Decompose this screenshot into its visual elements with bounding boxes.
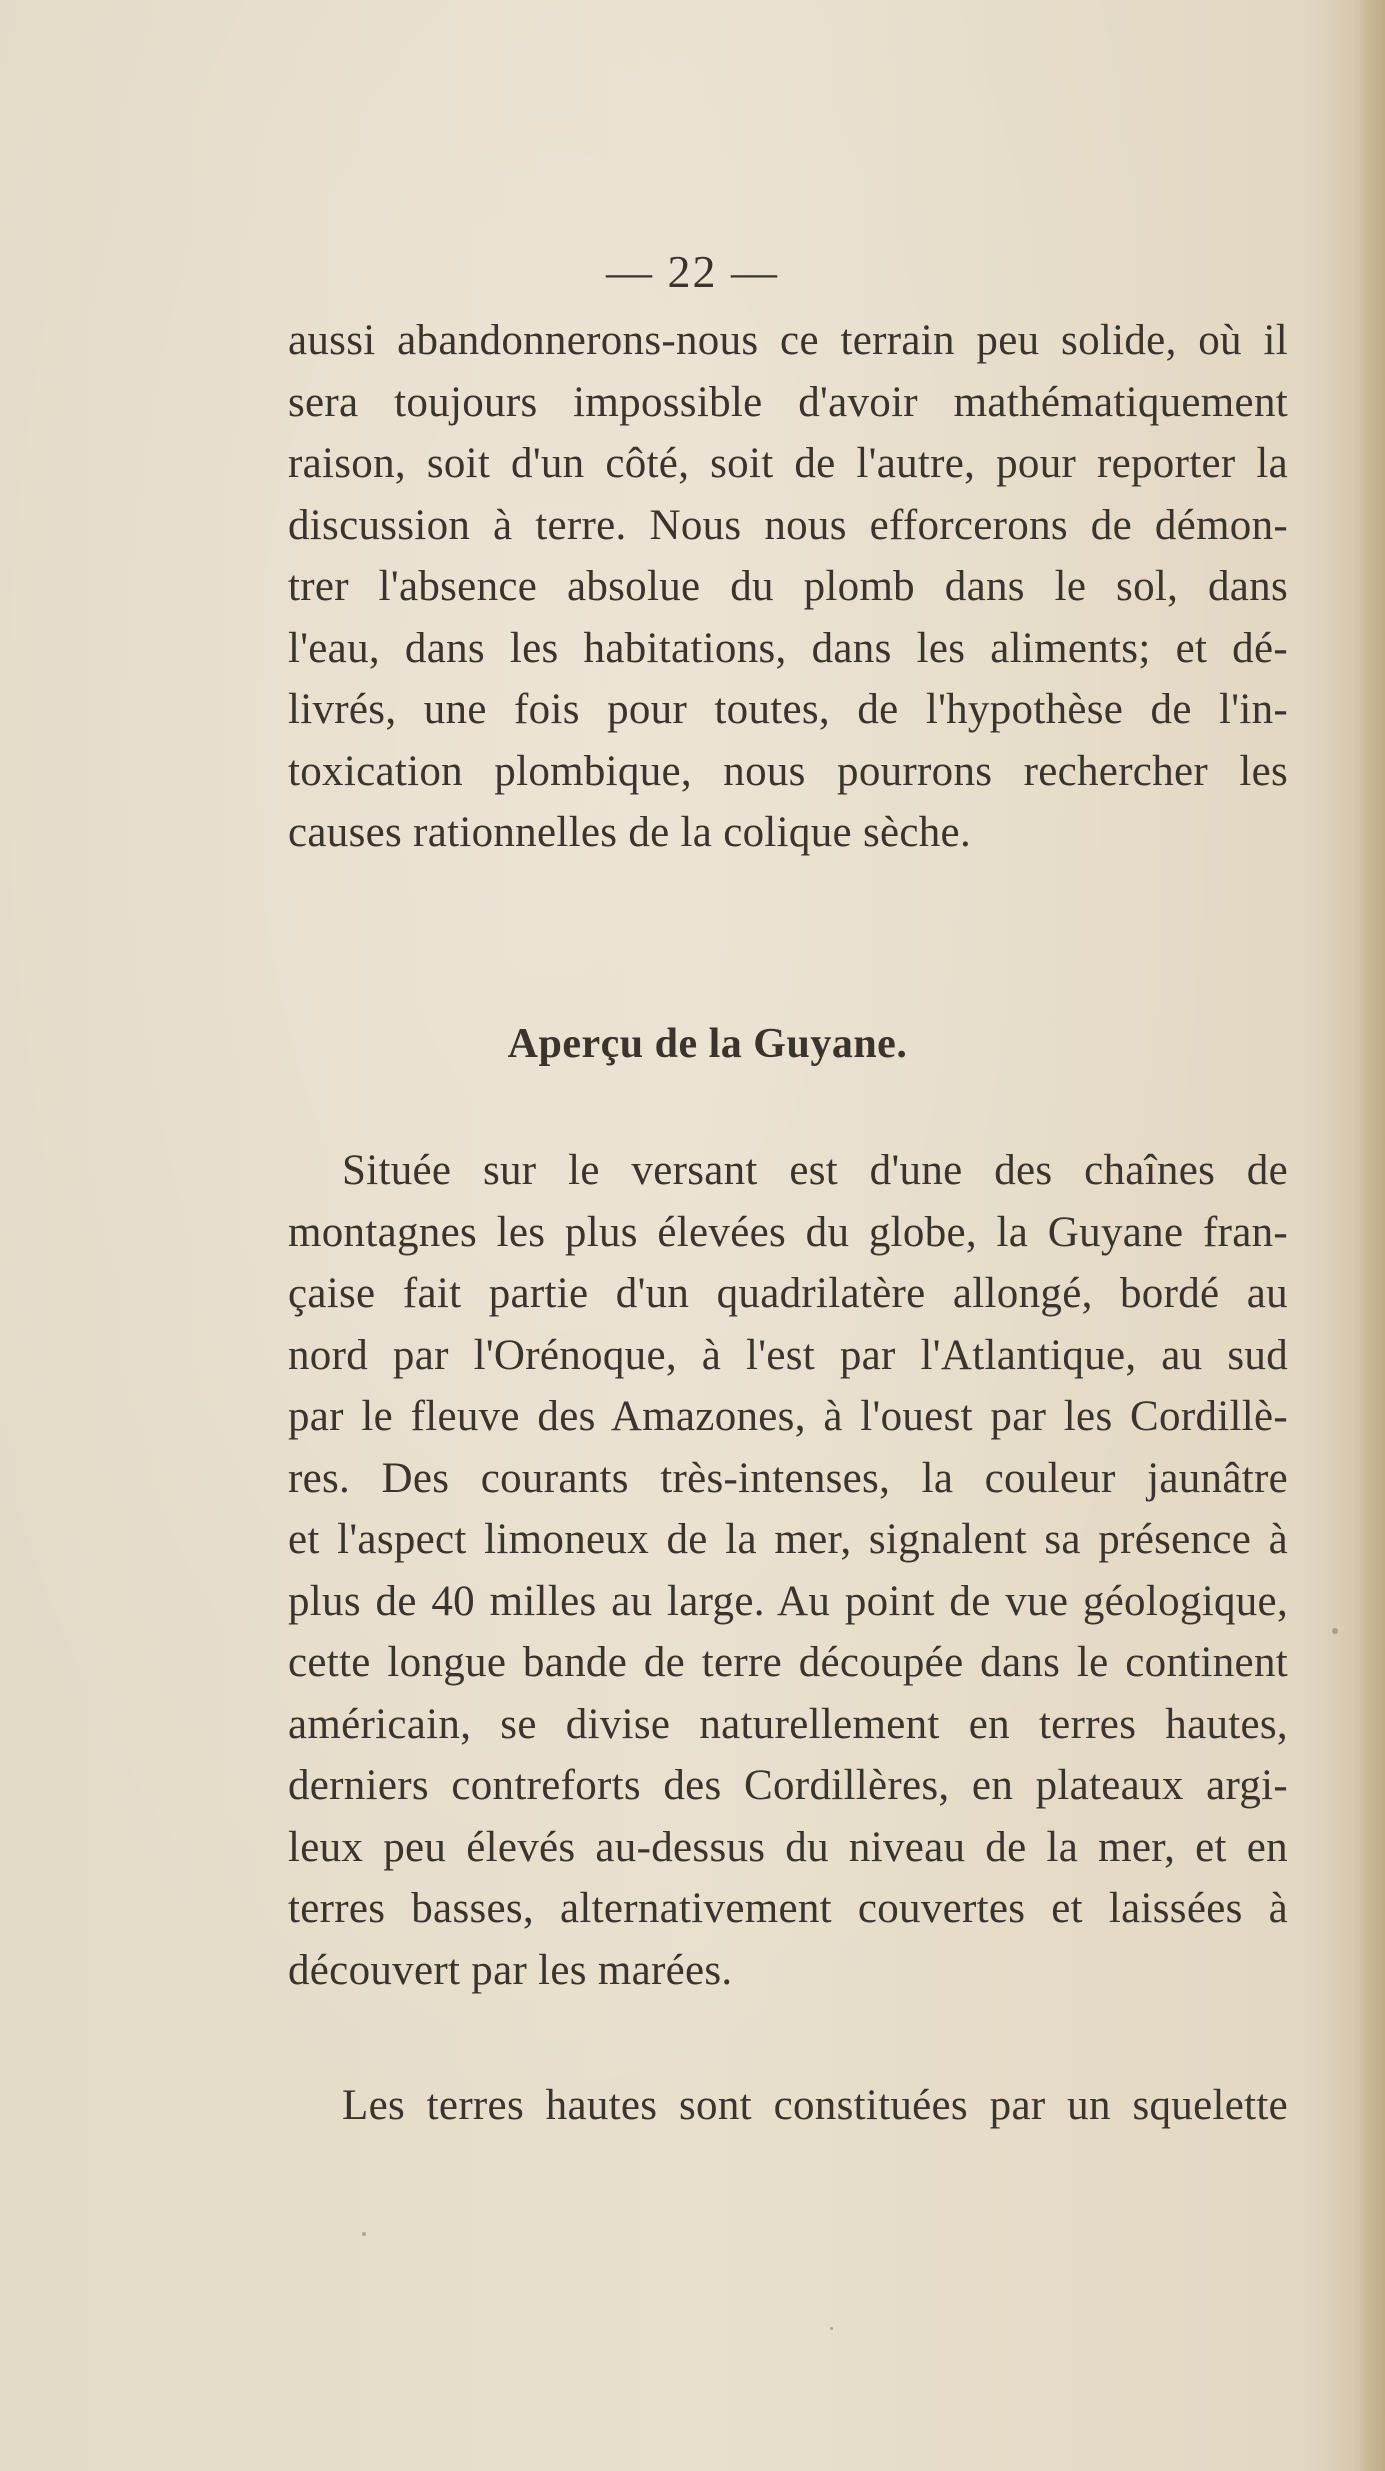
text-line: montagnes les plus élevées du globe, la Guyane fran- xyxy=(288,1208,1288,1256)
text-line: leux peu élevés au-dessus du niveau de la mer, et en xyxy=(288,1823,1288,1871)
text-line: Les terres hautes sont constituées par un squelette xyxy=(342,2082,1288,2129)
paragraph-2 xyxy=(288,1140,1288,2001)
text-line: aussi abandonnerons-nous ce terrain peu solide, où il xyxy=(288,317,1288,364)
text-line: cette longue bande de terre découpée dans le continent xyxy=(288,1639,1288,1686)
section-heading: Aperçu de la Guyane. xyxy=(507,1021,908,1067)
paper-speck xyxy=(1332,1628,1338,1634)
paper-speck xyxy=(362,2232,366,2236)
text-line: et l'aspect limoneux de la mer, signalent sa présence à xyxy=(288,1516,1288,1563)
text-line: plus de 40 milles au large. Au point de vue géologique, xyxy=(288,1577,1288,1625)
text-line: nord par l'Orénoque, à l'est par l'Atlantique, au sud xyxy=(288,1331,1288,1379)
text-line: par le fleuve des Amazones, à l'ouest par les Cordillè- xyxy=(288,1393,1288,1440)
text-line: discussion à terre. Nous nous efforcerons de démon- xyxy=(288,501,1288,549)
text-line: derniers contreforts des Cordillères, en plateaux argi- xyxy=(288,1762,1288,1809)
text-line: çaise fait partie d'un quadrilatère allongé, bordé au xyxy=(288,1270,1288,1317)
text-line: trer l'absence absolue du plomb dans le sol, dans xyxy=(288,563,1288,610)
page-edge-shadow xyxy=(1355,0,1385,2471)
text-line: sera toujours impossible d'avoir mathématiquement xyxy=(288,378,1288,426)
text-line: américain, se divise naturellement en terres hautes, xyxy=(288,1700,1288,1748)
text-line: toxication plombique, nous pourrons rechercher les xyxy=(288,747,1288,795)
paragraph-1 xyxy=(288,310,1288,864)
text-line: découvert par les marées. xyxy=(288,1946,733,1994)
text-line: livrés, une fois pour toutes, de l'hypothèse de l'in- xyxy=(288,686,1288,733)
text-line: causes rationnelles de la colique sèche. xyxy=(288,809,971,856)
paper-speck xyxy=(830,2327,833,2330)
text-line: Située sur le versant est d'une des chaînes de xyxy=(342,1147,1288,1194)
page-number: — 22 — xyxy=(606,246,779,297)
paragraph-3 xyxy=(288,2075,1288,2137)
text-line: res. Des courants très-intenses, la couleur jaunâtre xyxy=(288,1454,1288,1502)
text-line: terres basses, alternativement couvertes et laissées à xyxy=(288,1885,1288,1932)
text-line: l'eau, dans les habitations, dans les aliments; et dé- xyxy=(288,624,1288,672)
text-line: raison, soit d'un côté, soit de l'autre, pour reporter la xyxy=(288,440,1288,487)
